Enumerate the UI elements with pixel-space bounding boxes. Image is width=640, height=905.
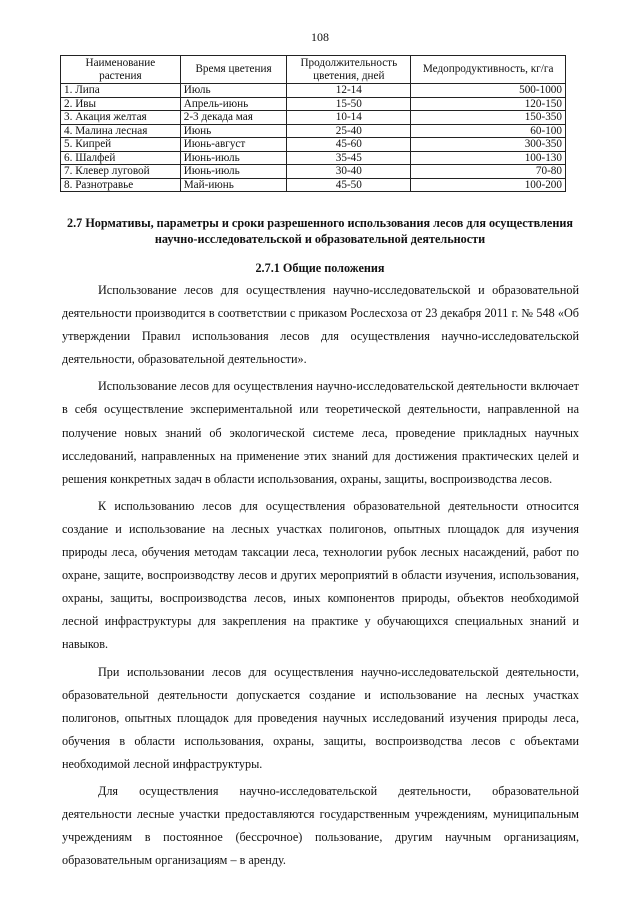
paragraph: К использованию лесов для осуществления образовательной деятельности относится создание и использование на лесных участках полигонов, опытных площадок для изучения природы леса, обучения методам таксации леса, технологии рубок лесных насаждений, работ по охране, защите, воспроизводству лесов и других мероприятий в области изучения, использования, охраны, защиты, воспроизводства лесов, иных компонентов природы, объектов необходимой лесной инфраструктуры для закрепления на практике у обучающихся специальных знаний и навыков. — [62, 498, 579, 652]
page-number: 108 — [311, 30, 329, 44]
table-row — [61, 178, 566, 192]
cell-bloom-duration: 35-45 — [287, 151, 411, 165]
cell-bloom-duration: 45-50 — [287, 178, 411, 192]
cell-honey-productivity: 100-130 — [411, 151, 566, 165]
table-row — [61, 151, 566, 165]
cell-plant-name: 2. Ивы — [61, 97, 181, 111]
header-bloom-time: Время цветения — [180, 56, 287, 84]
cell-plant-name: 4. Малина лесная — [61, 124, 181, 138]
header-plant-name: Наименование растения — [61, 56, 181, 84]
cell-honey-productivity: 500-1000 — [411, 84, 566, 98]
paragraph: Для осуществления научно-исследовательской деятельности, образовательной деятельности лесные участки предоставляются государственным учреждениям, муниципальным учреждениям в постоянное (бессрочное) пользование, другим научным организациям, образовательным организациям – в аренду. — [62, 783, 579, 868]
paragraph: При использовании лесов для осуществления научно-исследовательской деятельности, образовательной деятельности допускается создание и использование на лесных участках полигонов, опытных площадок для проведения научных исследований изучения природы леса, обучения в области использования, охраны, защиты, воспроизводства лесов с объектами необходимой лесной инфраструктуры. — [62, 664, 579, 771]
table-row — [61, 97, 566, 111]
cell-bloom-time: 2-3 декада мая — [180, 111, 287, 125]
cell-plant-name: 3. Акация желтая — [61, 111, 181, 125]
cell-honey-productivity: 100-200 — [411, 178, 566, 192]
subsection-title: 2.7.1 Общие положения — [255, 261, 385, 275]
cell-plant-name: 5. Кипрей — [61, 138, 181, 152]
cell-bloom-duration: 12-14 — [287, 84, 411, 98]
paragraph: Использование лесов для осуществления научно-исследовательской деятельности включает в себя осуществление экспериментальной или теоретической деятельности, направленной на получение новых знаний об экологической системе леса, проведение прикладных научных исследований, направленных на применение этих знаний для достижения практических целей и решения конкретных задач в области использования, охраны, защиты, воспроизводства лесов. — [62, 379, 579, 486]
cell-honey-productivity: 70-80 — [411, 165, 566, 179]
header-honey-productivity: Медопродуктивность, кг/га — [411, 56, 566, 84]
cell-bloom-time: Июнь-август — [180, 138, 287, 152]
cell-bloom-duration: 10-14 — [287, 111, 411, 125]
cell-bloom-duration: 15-50 — [287, 97, 411, 111]
cell-honey-productivity: 60-100 — [411, 124, 566, 138]
cell-bloom-time: Июль — [180, 84, 287, 98]
cell-plant-name: 1. Липа — [61, 84, 181, 98]
cell-plant-name: 6. Шалфей — [61, 151, 181, 165]
table-row — [61, 138, 566, 152]
cell-plant-name: 7. Клевер луговой — [61, 165, 181, 179]
paragraph: Использование лесов для осуществления научно-исследовательской и образовательной деятельности производится в соответствии с приказом Рослесхоза от 23 декабря 2011 г. № 548 «Об утверждении Правил использования лесов для осуществления научно-исследовательской деятельности, образовательной деятельности». — [62, 283, 579, 367]
cell-bloom-time: Апрель-июнь — [180, 97, 287, 111]
cell-bloom-duration: 30-40 — [287, 165, 411, 179]
cell-bloom-duration: 25-40 — [287, 124, 411, 138]
table-row — [61, 84, 566, 98]
cell-plant-name: 8. Разнотравье — [61, 178, 181, 192]
cell-honey-productivity: 150-350 — [411, 111, 566, 125]
cell-bloom-duration: 45-60 — [287, 138, 411, 152]
honey-plants-table — [60, 55, 566, 192]
cell-honey-productivity: 300-350 — [411, 138, 566, 152]
header-bloom-duration: Продолжительность цветения, дней — [287, 56, 411, 84]
section-title: 2.7 Нормативы, параметры и сроки разрешенного использования лесов для осуществления научно-исследовательской и образовательной деятельности — [67, 216, 573, 246]
cell-bloom-time: Июнь — [180, 124, 287, 138]
body-text — [62, 279, 579, 876]
cell-bloom-time: Июнь-июль — [180, 165, 287, 179]
table-row — [61, 165, 566, 179]
table-row — [61, 111, 566, 125]
cell-honey-productivity: 120-150 — [411, 97, 566, 111]
cell-bloom-time: Июнь-июль — [180, 151, 287, 165]
cell-bloom-time: Май-июнь — [180, 178, 287, 192]
table-header-row — [61, 56, 566, 84]
table-row — [61, 124, 566, 138]
